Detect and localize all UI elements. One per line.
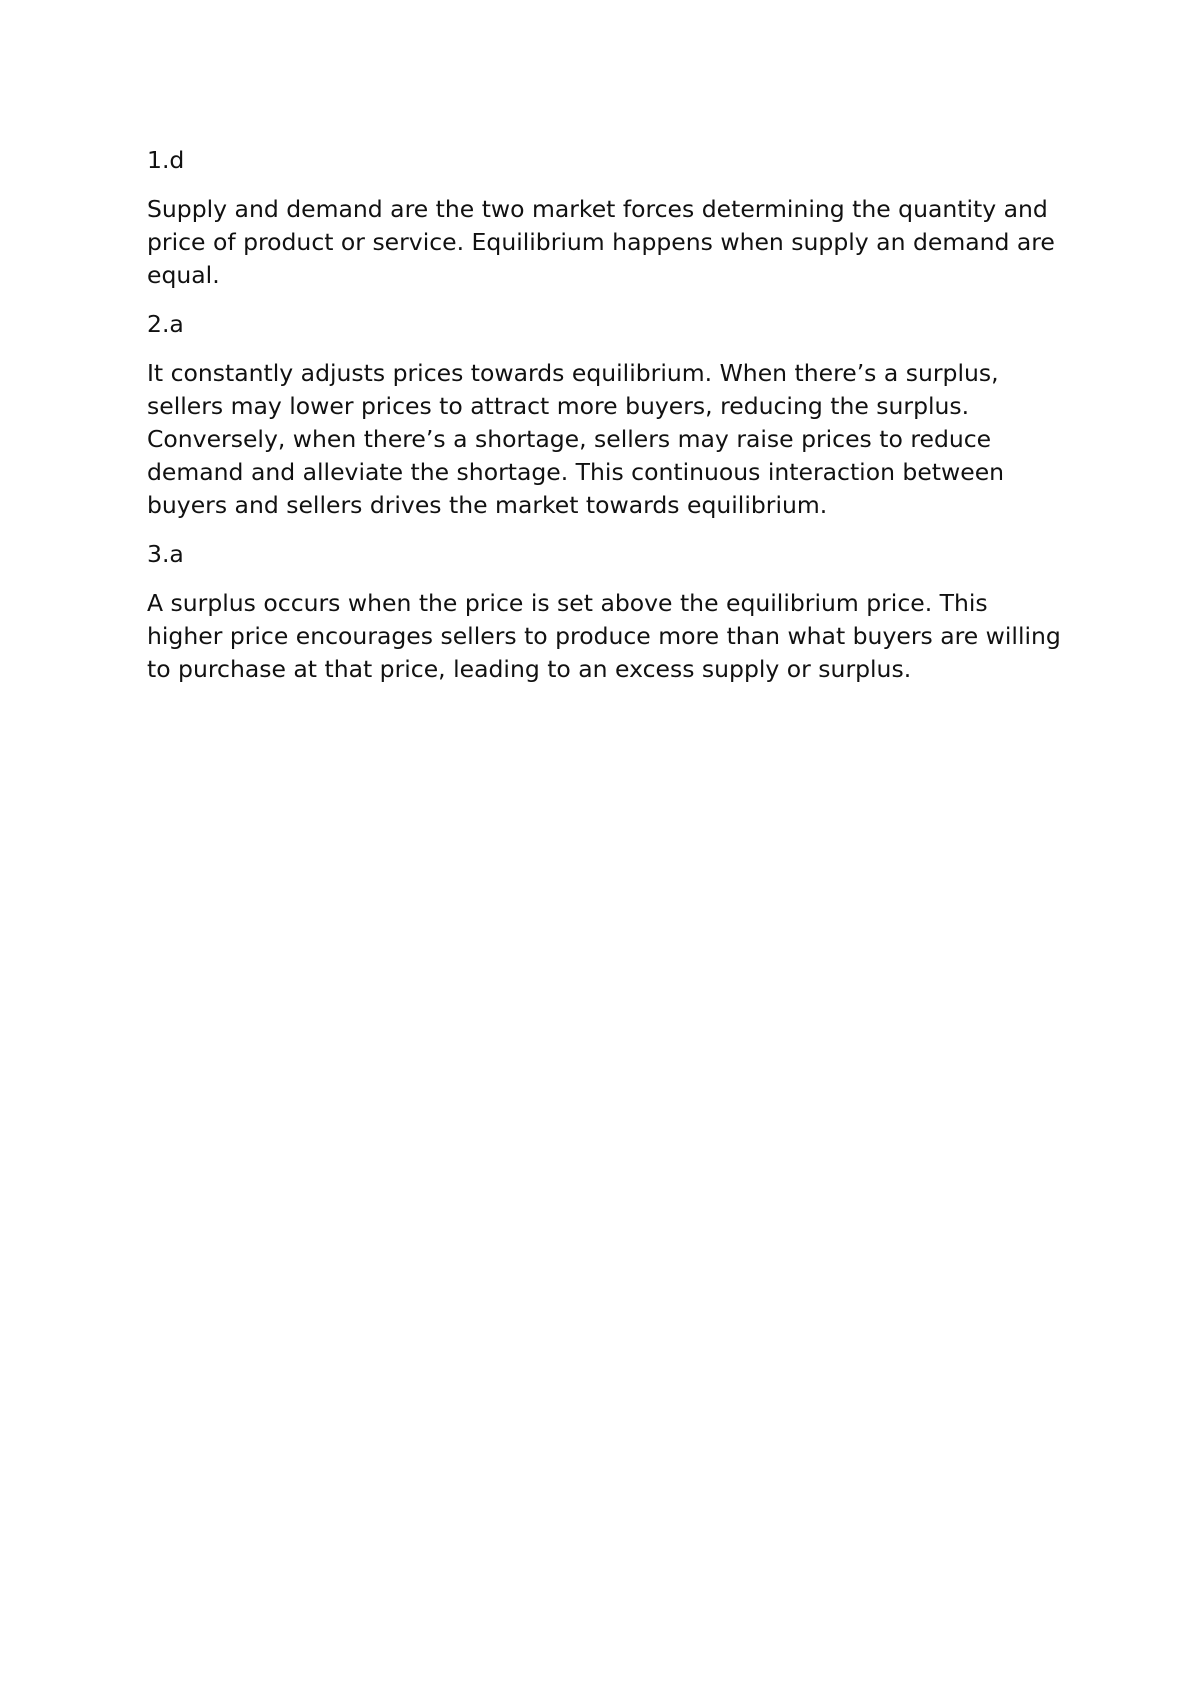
document-body: [147, 144, 1067, 702]
answer-label-3: 3.a: [147, 540, 184, 568]
answer-label-1: 1.d: [147, 146, 185, 174]
answer-text-2: It constantly adjusts prices towards equilibrium. When there’s a surplus, sellers may lower prices to attract more buyers, reducing the surplus. Conversely, when there’s a shortage, sellers may raise prices to reduce demand and alleviate the shortage. This continuous interaction between buyers and sellers drives the market towards equilibrium.: [147, 359, 1005, 519]
answer-label-2: 2.a: [147, 310, 184, 338]
answer-text-3: A surplus occurs when the price is set above the equilibrium price. This higher price encourages sellers to produce more than what buyers are willing to purchase at that price, leading to an excess supply or surplus.: [147, 589, 1061, 683]
answer-text-1: Supply and demand are the two market forces determining the quantity and price of product or service. Equilibrium happens when supply an demand are equal.: [147, 195, 1055, 289]
